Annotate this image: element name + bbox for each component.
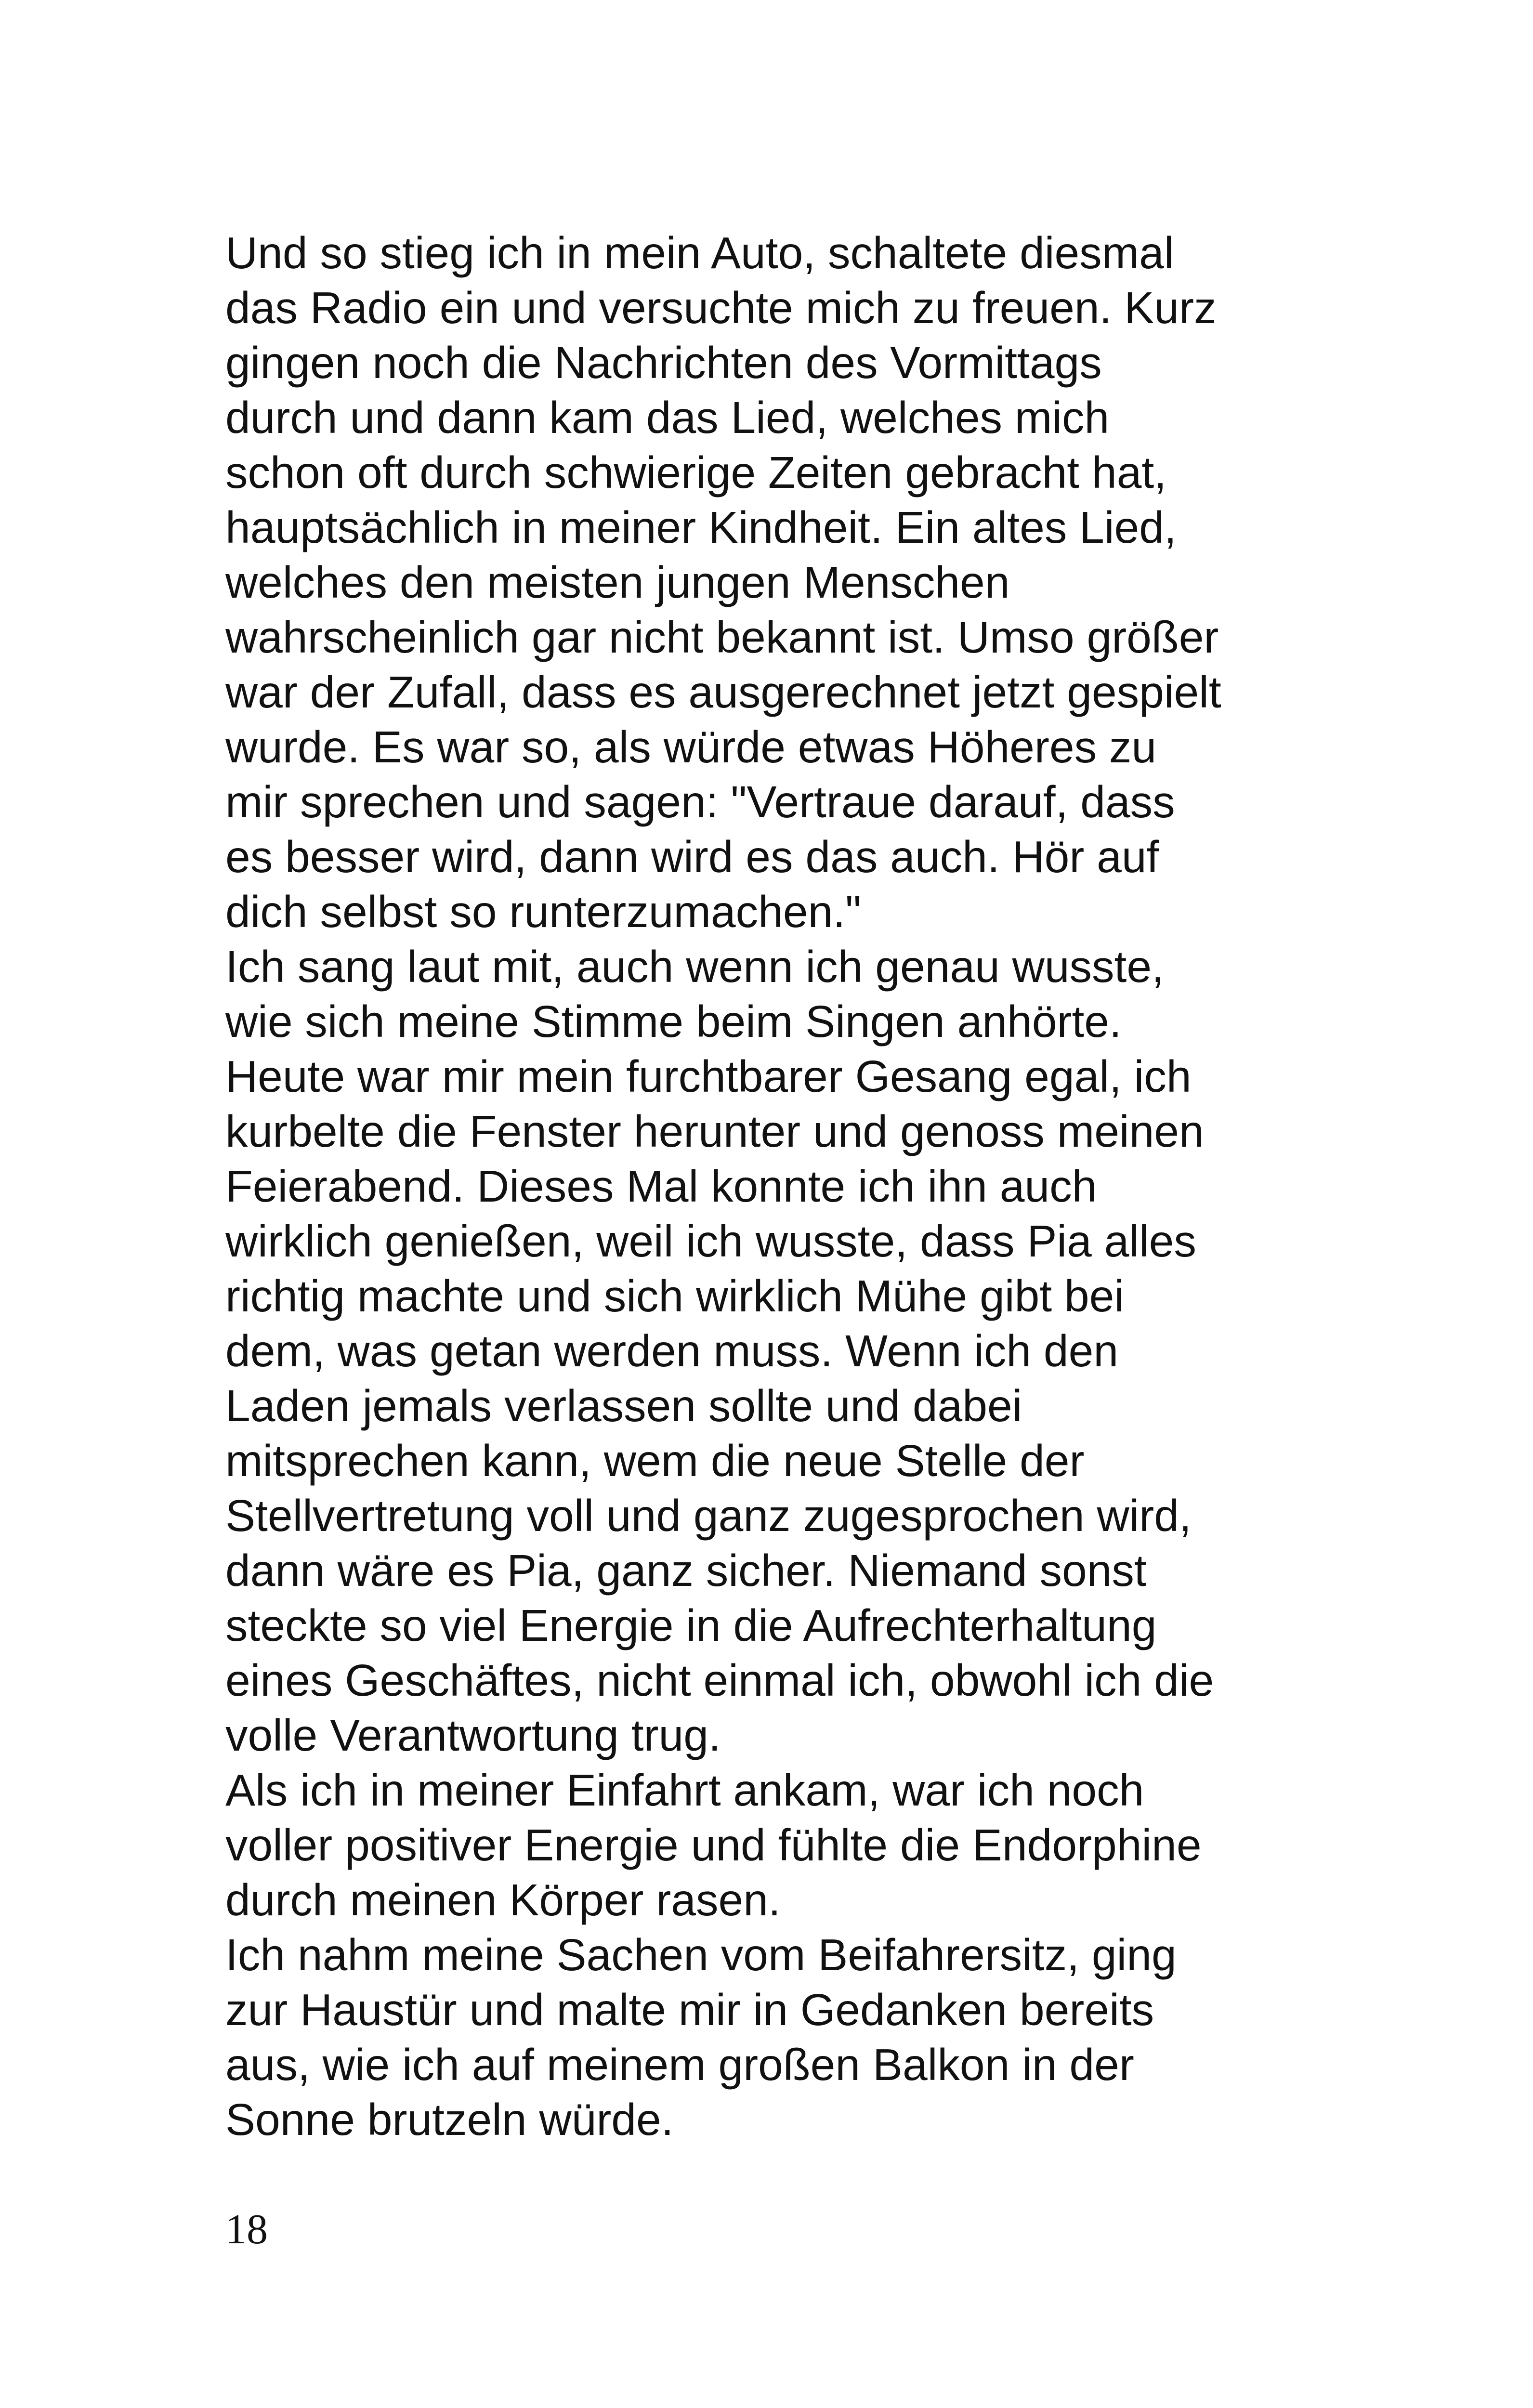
text-line: mitsprechen kann, wem die neue Stelle der [225, 1436, 1085, 1486]
text-line: wahrscheinlich gar nicht bekannt ist. Umso größer [225, 612, 1219, 662]
text-line: kurbelte die Fenster herunter und genoss meinen [225, 1106, 1204, 1156]
text-line: schon oft durch schwierige Zeiten gebracht hat, [225, 447, 1167, 497]
text-line: war der Zufall, dass es ausgerechnet jetzt gespielt [225, 667, 1221, 717]
text-line: Ich sang laut mit, auch wenn ich genau wusste, [225, 942, 1164, 992]
text-line: voller positiver Energie und fühlte die Endorphine [225, 1820, 1202, 1870]
text-line: das Radio ein und versuchte mich zu freuen. Kurz [225, 283, 1217, 333]
text-line: dich selbst so runterzumachen." [225, 887, 862, 937]
text-line: gingen noch die Nachrichten des Vormittags [225, 338, 1102, 388]
text-line: Heute war mir mein furchtbarer Gesang egal, ich [225, 1051, 1192, 1101]
text-line: aus, wie ich auf meinem großen Balkon in der [225, 2040, 1134, 2090]
text-line: wurde. Es war so, als würde etwas Höheres zu [225, 722, 1157, 772]
text-line: eines Geschäftes, nicht einmal ich, obwohl ich die [225, 1655, 1214, 1705]
text-line: dem, was getan werden muss. Wenn ich den [225, 1326, 1119, 1376]
text-line: richtig machte und sich wirklich Mühe gibt bei [225, 1271, 1124, 1321]
text-line: Laden jemals verlassen sollte und dabei [225, 1381, 1022, 1431]
text-line: Als ich in meiner Einfahrt ankam, war ich noch [225, 1765, 1144, 1815]
text-line: wie sich meine Stimme beim Singen anhörte. [225, 996, 1122, 1047]
text-line: dann wäre es Pia, ganz sicher. Niemand sonst [225, 1545, 1147, 1596]
text-line: steckte so viel Energie in die Aufrechterhaltung [225, 1600, 1157, 1650]
text-line: hauptsächlich in meiner Kindheit. Ein altes Lied, [225, 502, 1177, 552]
text-line: zur Haustür und malte mir in Gedanken bereits [225, 1985, 1154, 2035]
text-line: volle Verantwortung trug. [225, 1710, 721, 1760]
text-line: Feierabend. Dieses Mal konnte ich ihn auch [225, 1161, 1097, 1211]
text-line: durch und dann kam das Lied, welches mich [225, 393, 1110, 443]
page-number: 18 [225, 2206, 268, 2253]
text-line: wirklich genießen, weil ich wusste, dass Pia alles [225, 1216, 1196, 1266]
text-line: Und so stieg ich in mein Auto, schaltete diesmal [225, 228, 1174, 278]
text-line: welches den meisten jungen Menschen [225, 557, 1010, 607]
text-line: Stellvertretung voll und ganz zugesprochen wird, [225, 1491, 1192, 1541]
text-line: mir sprechen und sagen: "Vertraue darauf, dass [225, 777, 1175, 827]
body-text [225, 225, 1348, 2147]
text-line: Ich nahm meine Sachen vom Beifahrersitz, ging [225, 1930, 1177, 1980]
text-line: es besser wird, dann wird es das auch. Hör auf [225, 832, 1159, 882]
text-line: durch meinen Körper rasen. [225, 1875, 781, 1925]
text-line: Sonne brutzeln würde. [225, 2094, 674, 2145]
